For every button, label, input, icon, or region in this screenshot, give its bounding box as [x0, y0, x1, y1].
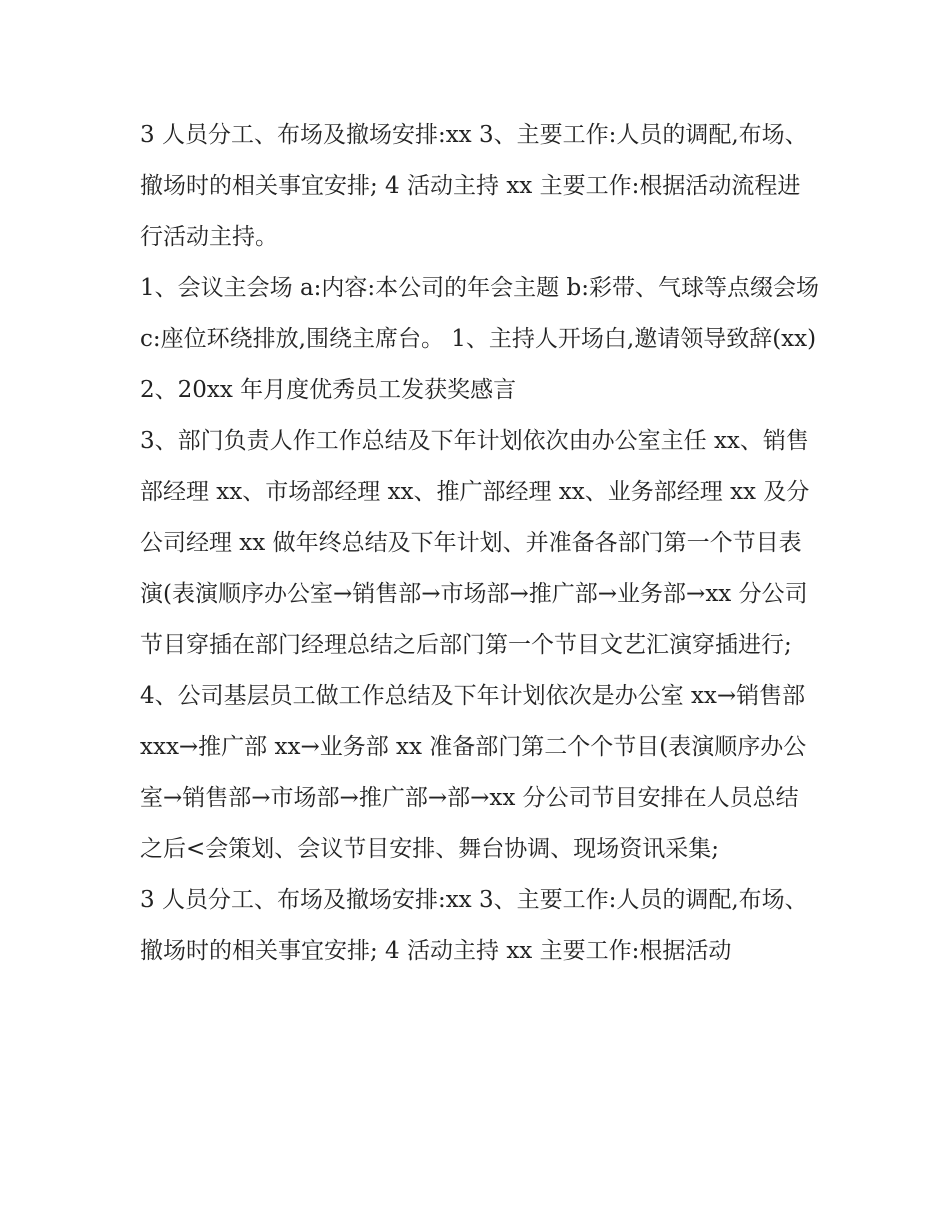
paragraph-department-summary: 3、部门负责人作工作总结及下年计划依次由办公室主任 xx、销售部经理 xx、市场部经理 xx、推广部经理 xx、业务部经理 xx 及分公司经理 xx 做年终总结及下年计划、并准备各部门第一个节目表演(表演顺序办公室→销售部→市场部→推广部→业务部→xx 分公司节目穿插在部门经理总结之后部门第一个节目文艺汇演穿插进行;: [140, 428, 810, 658]
paragraph-staff-summary: 4、公司基层员工做工作总结及下年计划依次是办公室 xx→销售部 xxx→推广部 xx→业务部 xx 准备部门第二个个节目(表演顺序办公室→销售部→市场部→推广部→部→xx 分公司节目安排在人员总结之后<会策划、会议节目安排、舞台协调、现场资讯采集;: [140, 683, 807, 862]
paragraph-award-speech: 2、20xx 年月度优秀员工发获奖感言: [140, 377, 517, 403]
document-body: [140, 110, 820, 977]
paragraph-staff-layout-repeat: 3 人员分工、布场及撤场安排:xx 3、主要工作:人员的调配,布场、撤场时的相关事宜安排; 4 活动主持 xx 主要工作:根据活动: [140, 887, 808, 964]
paragraph-main-venue: 1、会议主会场 a:内容:本公司的年会主题 b:彩带、气球等点缀会场 c:座位环绕排放,围绕主席台。 1、主持人开场白,邀请领导致辞(xx): [140, 275, 819, 352]
paragraph-staff-layout: 3 人员分工、布场及撤场安排:xx 3、主要工作:人员的调配,布场、撤场时的相关事宜安排; 4 活动主持 xx 主要工作:根据活动流程进行活动主持。: [140, 122, 808, 250]
